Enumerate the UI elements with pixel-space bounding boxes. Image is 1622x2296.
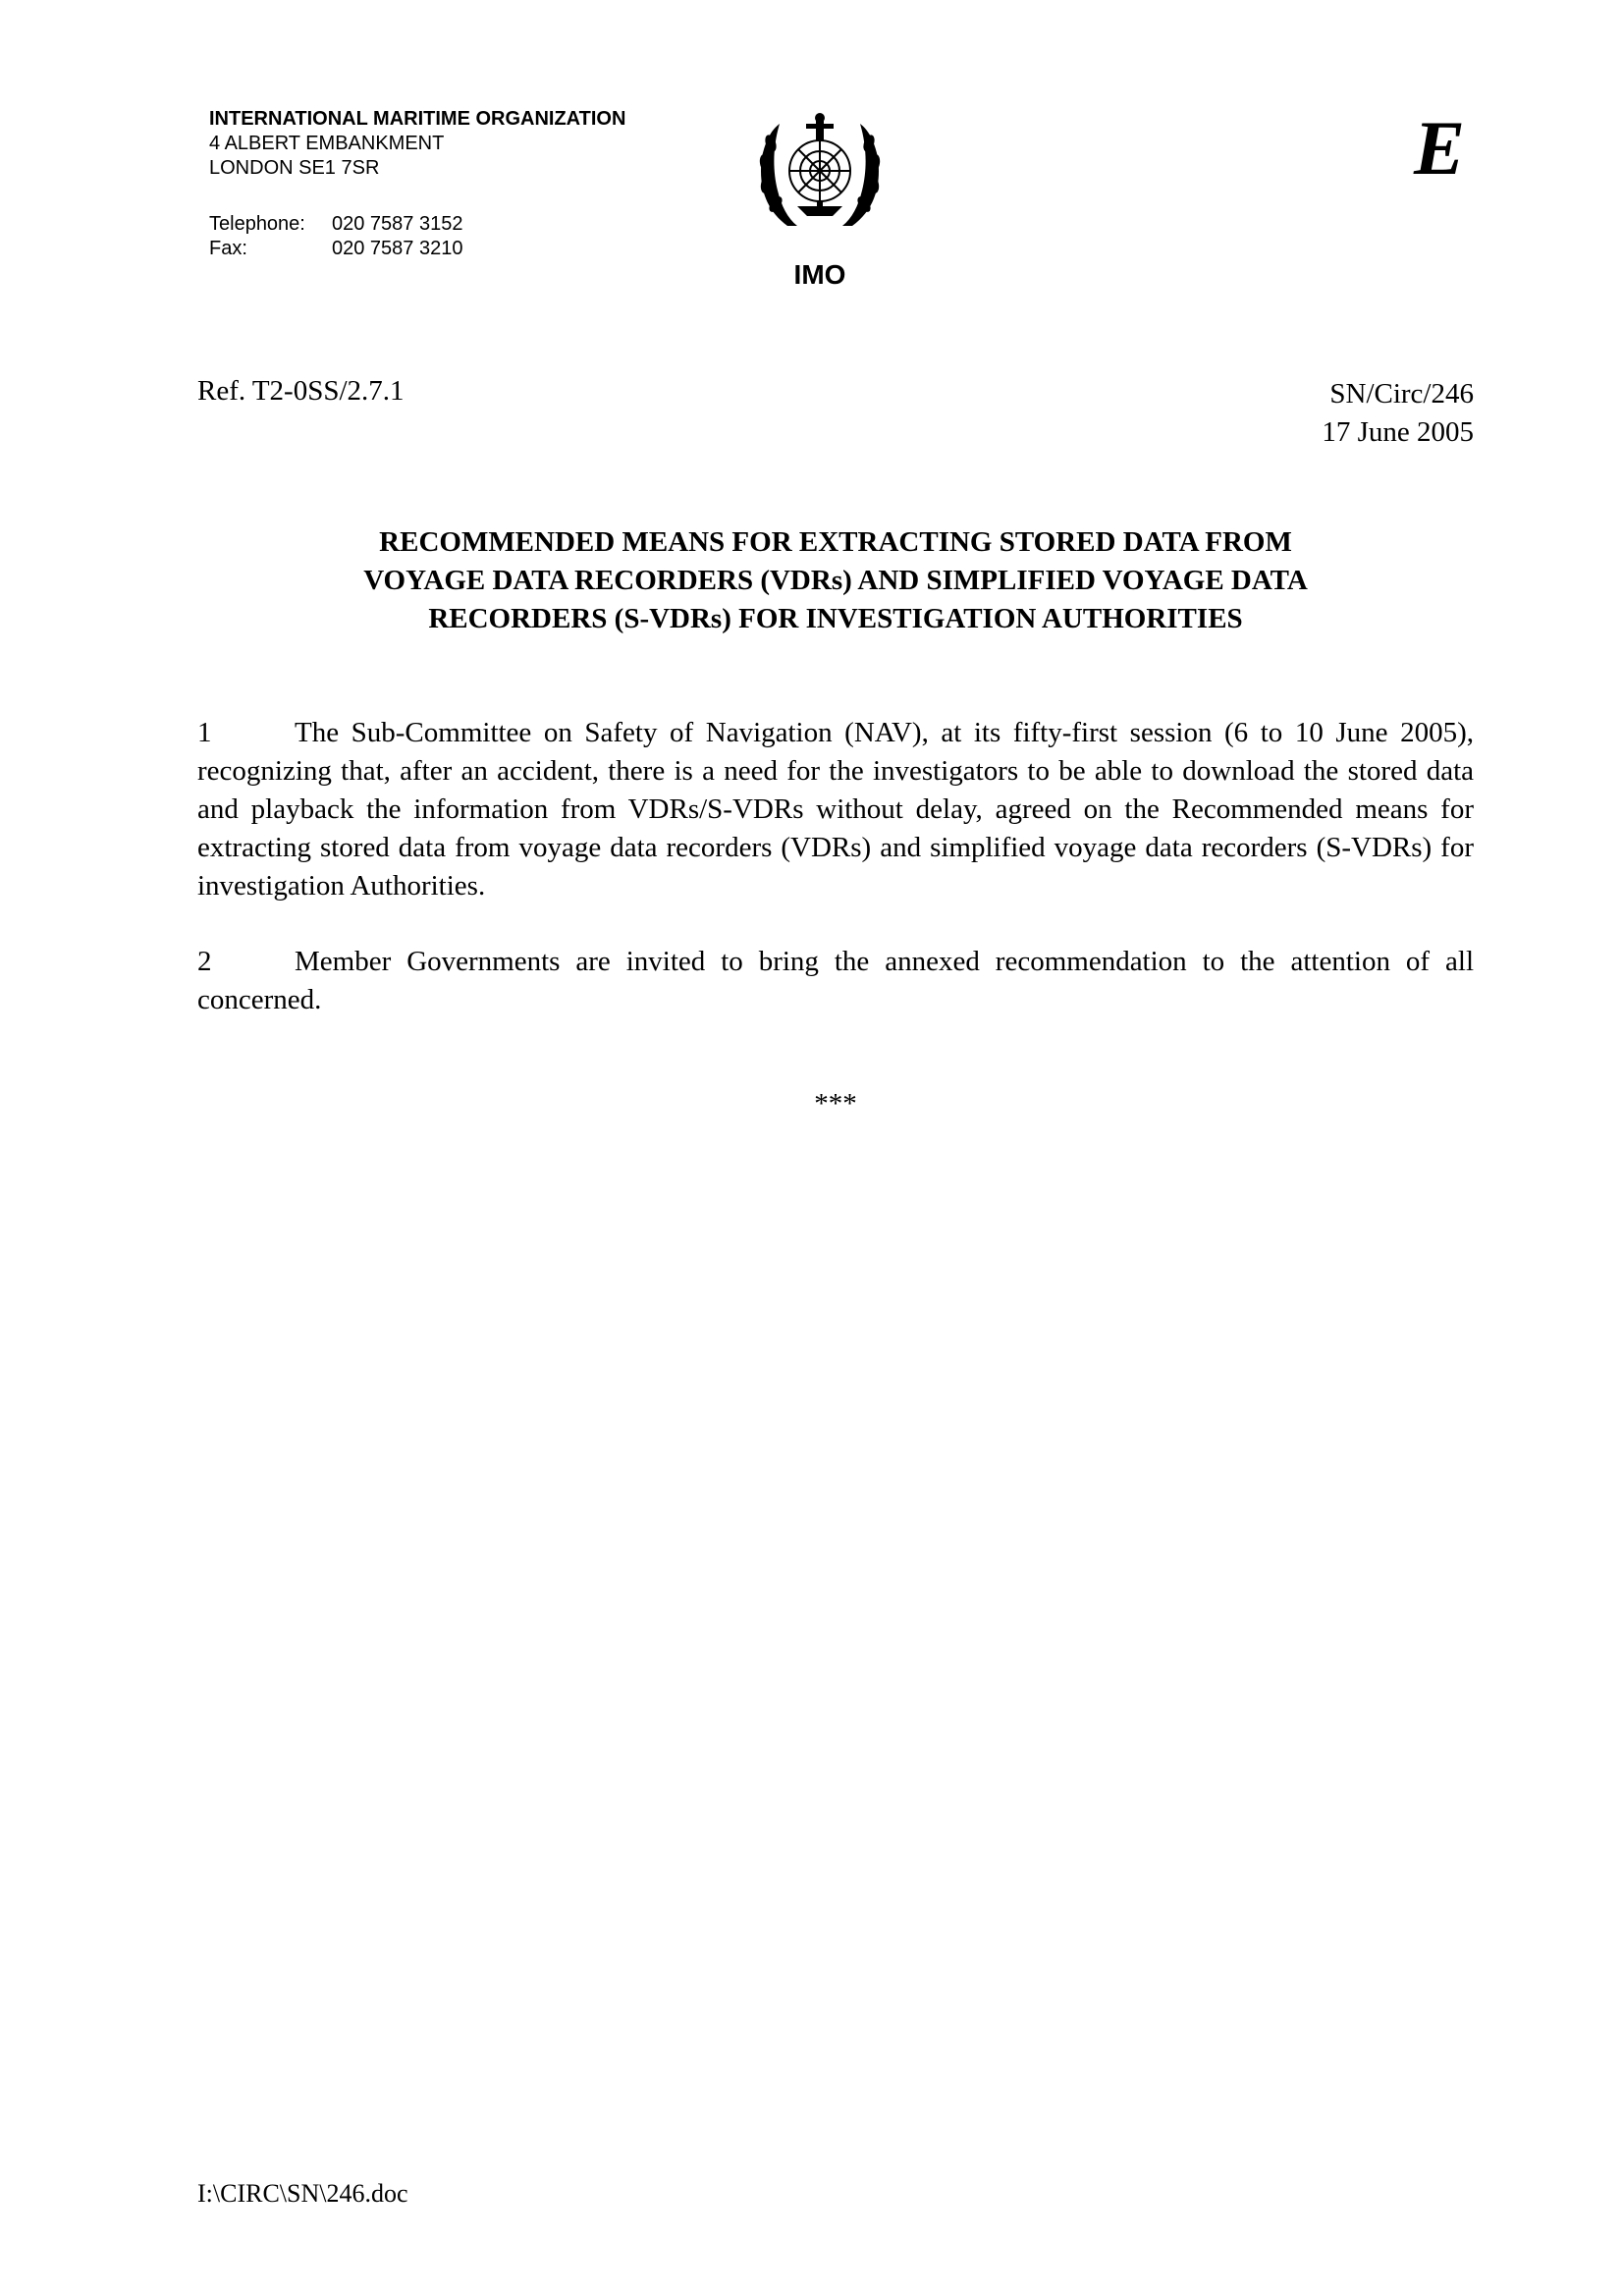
reference-number: Ref. T2-0SS/2.7.1 xyxy=(197,375,405,407)
fax-row xyxy=(209,237,462,261)
paragraph-1 xyxy=(197,714,1474,905)
document-meta xyxy=(1322,375,1474,452)
title-line-1: RECOMMENDED MEANS FOR EXTRACTING STORED DATA FROM xyxy=(379,526,1292,558)
paragraph-2 xyxy=(197,943,1474,1019)
circular-number: SN/Circ/246 xyxy=(1329,378,1474,410)
address-line-1: 4 ALBERT EMBANKMENT xyxy=(209,133,445,154)
paragraph-number: 1 xyxy=(197,717,212,748)
document-date: 17 June 2005 xyxy=(1322,416,1474,448)
language-code: E xyxy=(1414,105,1466,191)
paragraph-number: 2 xyxy=(197,946,212,977)
document-title xyxy=(197,523,1474,638)
un-imo-emblem-icon xyxy=(738,110,935,247)
organization-name: INTERNATIONAL MARITIME ORGANIZATION xyxy=(209,108,626,130)
telephone-value: 020 7587 3152 xyxy=(332,213,463,235)
paragraph-text: The Sub-Committee on Safety of Navigation (NAV), at its fifty-first session (6 to 10 June 2005), recognizing that, after an accident, there is a need for the investigators to be able to download the stored data and playback the information from VDRs/S-VDRs without delay, agreed on the Recommended means for extracting stored data from voyage data recorders (VDRs) and simplified voyage data recorders (S-VDRs) for investigation Authorities. xyxy=(197,717,1474,902)
fax-value: 020 7587 3210 xyxy=(332,238,463,259)
title-line-3: RECORDERS (S-VDRs) FOR INVESTIGATION AUTHORITIES xyxy=(428,603,1243,634)
address-line-2: LONDON SE1 7SR xyxy=(209,157,380,179)
footer-file-path: I:\CIRC\SN\246.doc xyxy=(197,2179,408,2208)
contact-details xyxy=(209,212,462,261)
paragraph-text: Member Governments are invited to bring the annexed recommendation to the attention of all concerned. xyxy=(197,946,1474,1015)
telephone-label: Telephone: xyxy=(209,213,305,235)
title-line-2: VOYAGE DATA RECORDERS (VDRs) AND SIMPLIFIED VOYAGE DATA xyxy=(363,565,1308,596)
fax-label: Fax: xyxy=(209,238,247,259)
imo-label: IMO xyxy=(793,259,846,290)
organization-address xyxy=(209,107,625,181)
telephone-row xyxy=(209,212,462,237)
section-separator: *** xyxy=(814,1088,857,1120)
